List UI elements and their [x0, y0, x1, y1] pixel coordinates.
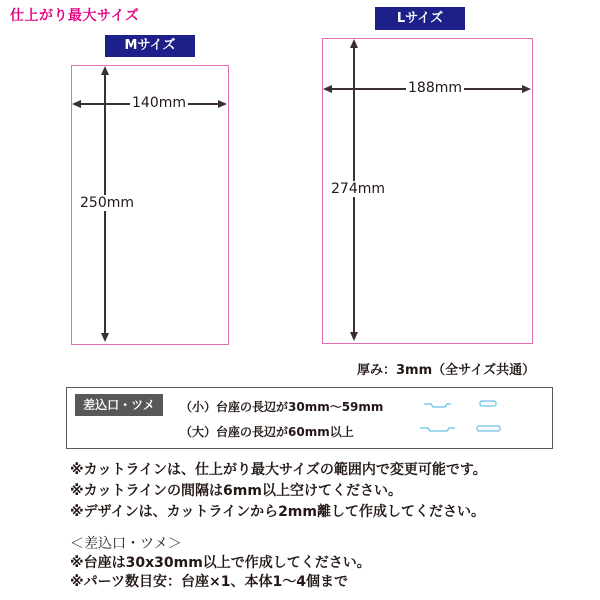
m-height-label: 250mm	[80, 195, 134, 211]
cutline-notes	[70, 460, 487, 523]
arrow-left-icon	[72, 100, 81, 108]
note-line: ※台座は30x30mm以上で作成してください。	[70, 555, 371, 571]
note-line: ※カットラインの間隔は6mm以上空けてください。	[70, 483, 402, 499]
tab-slot-info-box	[66, 387, 553, 449]
large-tab-icon	[476, 425, 502, 433]
m-size-box	[71, 65, 229, 345]
arrow-down-icon	[101, 333, 109, 342]
thickness-note: 厚み：3mm（全サイズ共通）	[357, 363, 536, 378]
tab-slot-tag: 差込口・ツメ	[75, 394, 163, 416]
arrow-up-icon	[101, 66, 109, 75]
note-line: ※パーツ数目安：台座×1、本体1〜4個まで	[70, 574, 349, 590]
l-size-box	[322, 38, 533, 344]
m-width-label: 140mm	[132, 95, 186, 111]
m-size-badge: Mサイズ	[105, 35, 195, 57]
arrow-left-icon	[323, 85, 332, 93]
note-line: ※デザインは、カットラインから2mm離して作成してください。	[70, 504, 485, 520]
page-title: 仕上がり最大サイズ	[10, 8, 140, 24]
info-row-large: （大）台座の長辺が60mm以上	[180, 425, 354, 439]
arrow-up-icon	[350, 39, 358, 48]
note-line: ※カットラインは、仕上がり最大サイズの範囲内で変更可能です。	[70, 462, 487, 478]
l-size-badge: Lサイズ	[375, 7, 465, 30]
tab-slot-heading: ＜差込口・ツメ＞	[70, 536, 182, 552]
large-slot-icon	[420, 425, 460, 435]
arrow-down-icon	[350, 332, 358, 341]
l-width-label: 188mm	[408, 80, 462, 96]
small-tab-icon	[479, 400, 499, 408]
tab-slot-notes	[70, 535, 371, 592]
arrow-right-icon	[522, 85, 531, 93]
small-slot-icon	[424, 401, 454, 411]
l-height-label: 274mm	[331, 181, 385, 197]
arrow-right-icon	[218, 100, 227, 108]
info-row-small: （小）台座の長辺が30mm〜59mm	[180, 400, 384, 414]
